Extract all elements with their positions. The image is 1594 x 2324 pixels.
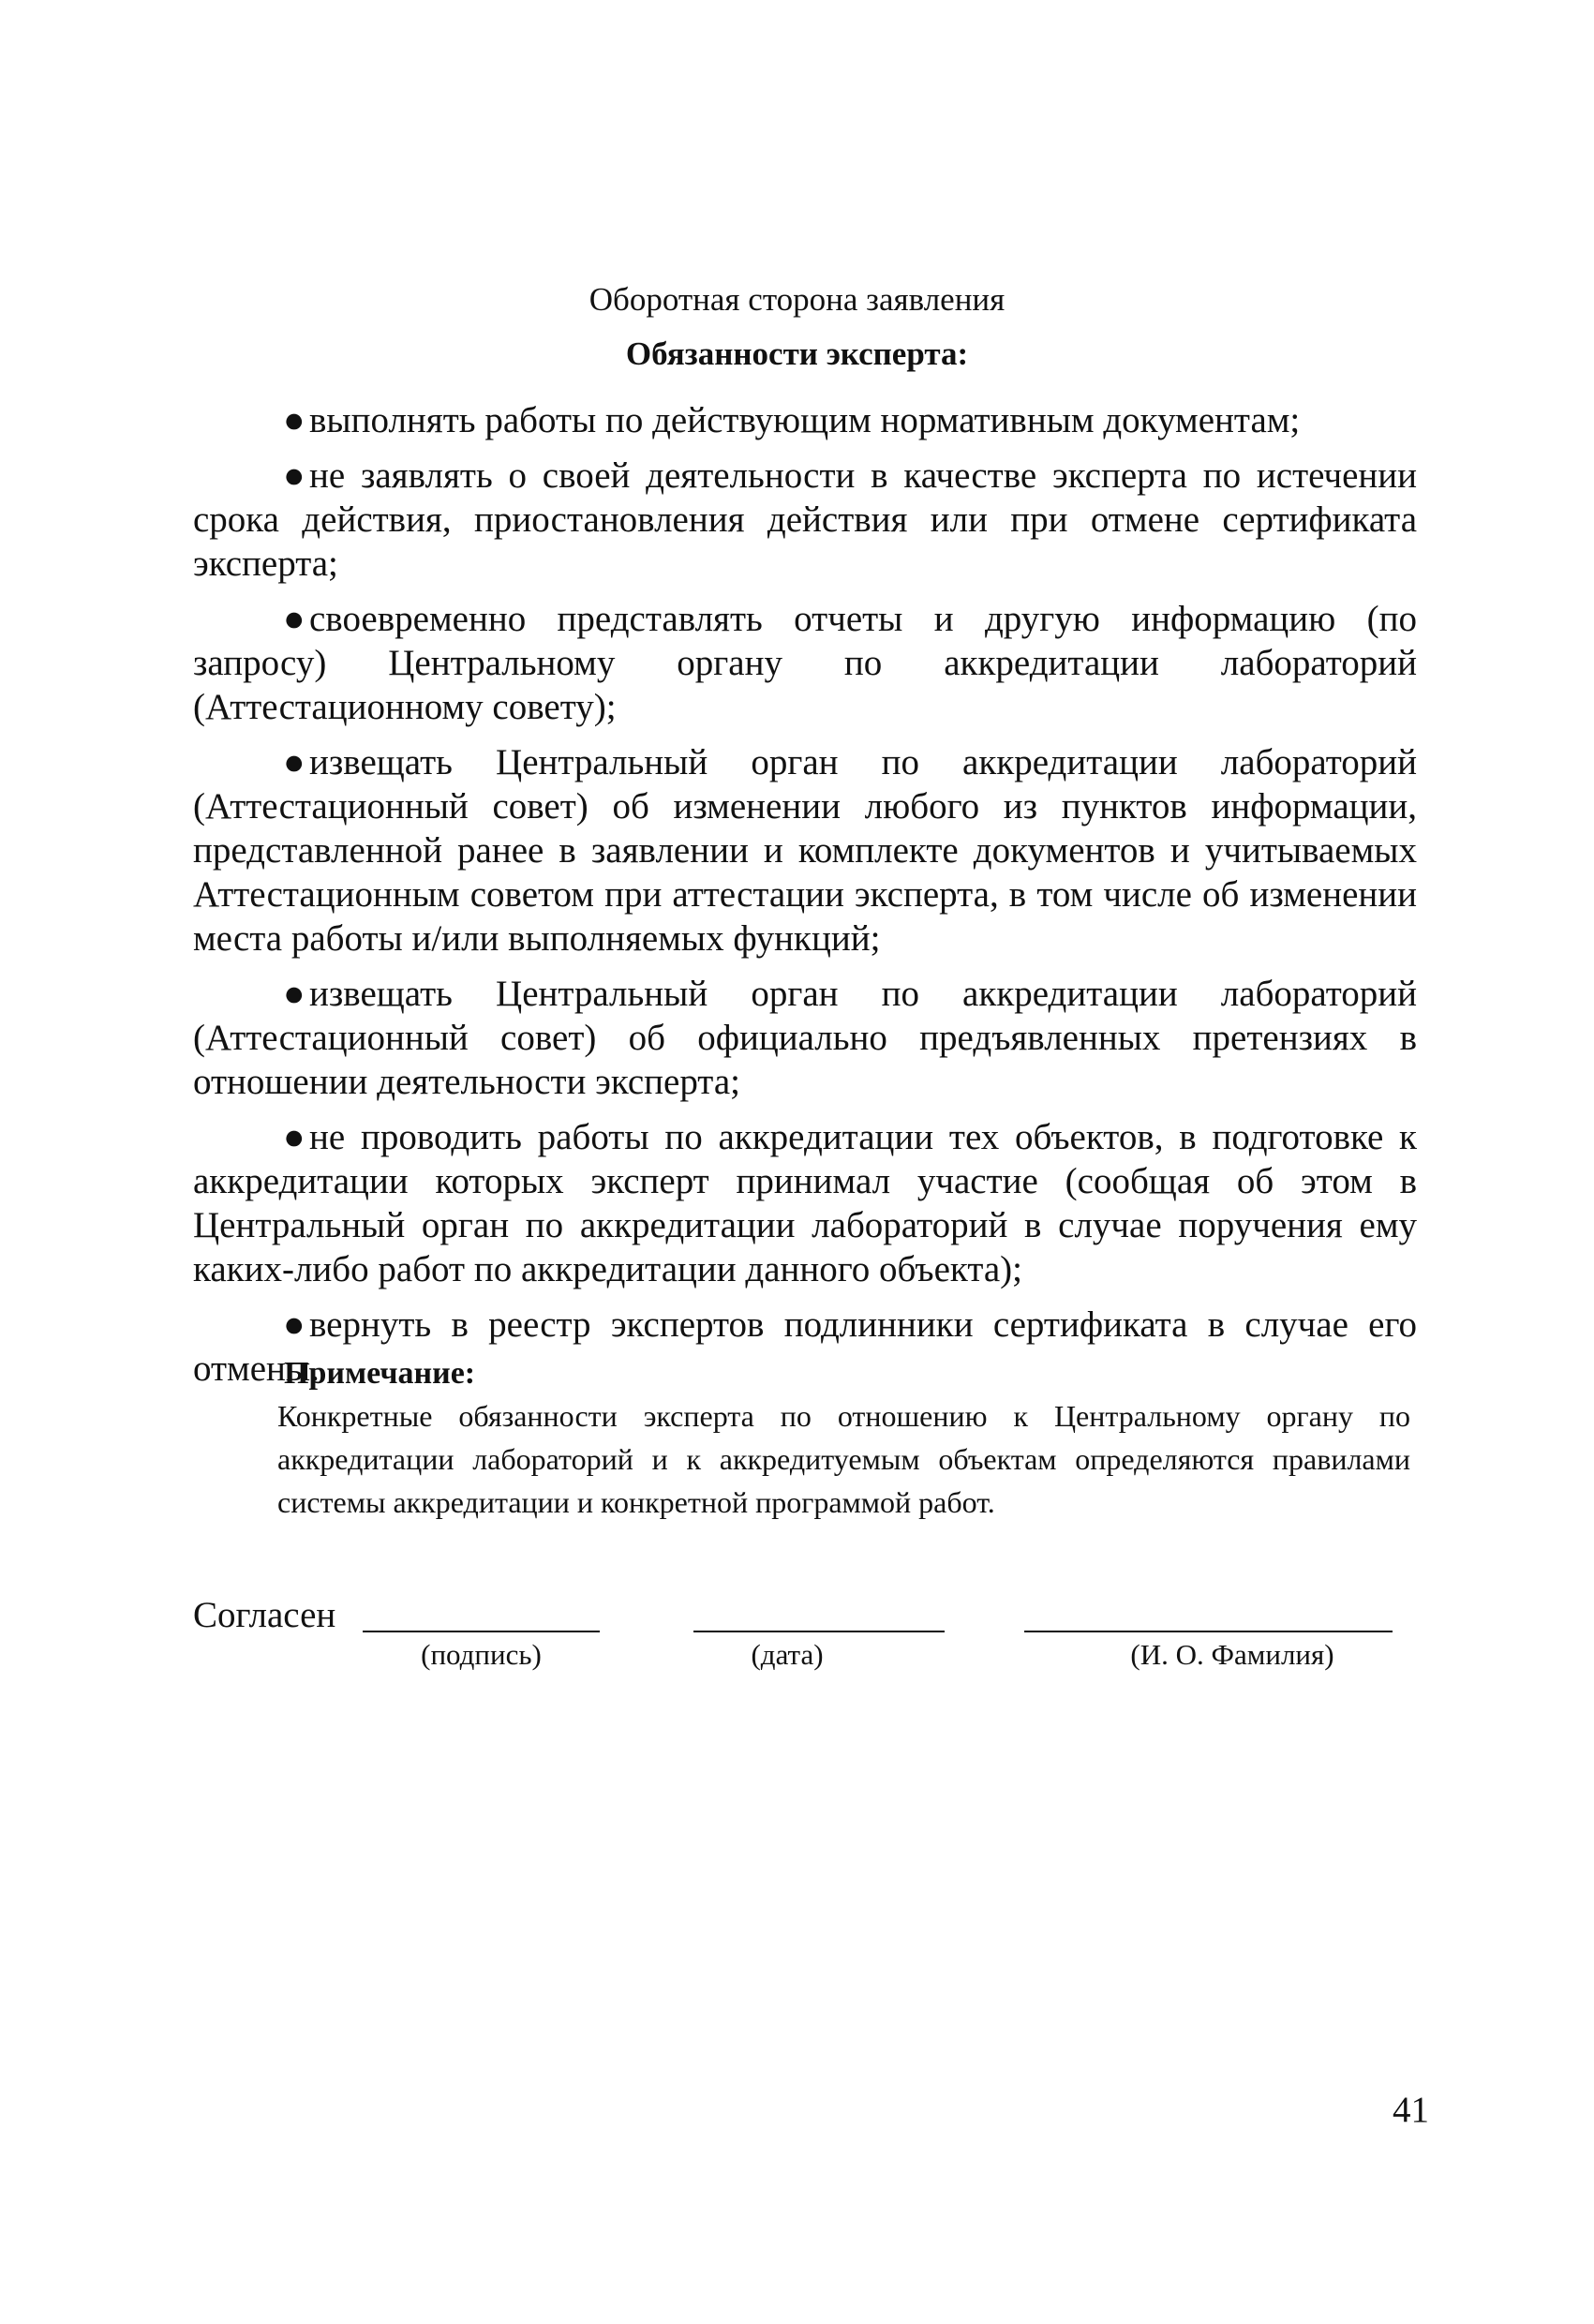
date-caption: (дата): [751, 1638, 824, 1671]
date-line[interactable]: [693, 1631, 945, 1632]
bullet-icon: ●: [283, 455, 305, 496]
bullet-icon: ●: [283, 1304, 305, 1345]
bullet-icon: ●: [283, 400, 305, 440]
duty-item: [193, 597, 1417, 729]
signature-line[interactable]: [363, 1631, 600, 1632]
duty-item: [193, 972, 1417, 1104]
duty-text: извещать Центральный орган по аккредитации лабораторий (Аттестационный совет) об официально предъявленных претензиях в отношении деятельности эксперта;: [193, 974, 1417, 1102]
duty-item: [193, 740, 1417, 961]
duty-text: извещать Центральный орган по аккредитации лабораторий (Аттестационный совет) об изменении любого из пунктов информации, представленной ранее в заявлении и комплекте документов и учитываемых Аттестационным советом при аттестации эксперта, в том числе об изменении места работы и/или выполняемых функций;: [193, 742, 1417, 959]
bullet-icon: ●: [283, 599, 305, 639]
duty-text: своевременно представлять отчеты и другую информацию (по запросу) Центральному органу по аккредитации лабораторий (Аттестационному совету);: [193, 599, 1417, 727]
document-title: Обязанности эксперта:: [625, 335, 969, 372]
name-caption: (И. О. Фамилия): [1130, 1638, 1334, 1671]
duty-text: не проводить работы по аккредитации тех объектов, в подготовке к аккредитации которых эксперт принимал участие (сообщая об этом в Центральный орган по аккредитации лабораторий в случае поручения ему каких-либо работ по аккредитации данного объекта);: [193, 1117, 1417, 1289]
duty-item: [193, 398, 1417, 442]
duty-item: [193, 1115, 1417, 1291]
document-subtitle: Оборотная сторона заявления: [588, 281, 1006, 318]
duty-item: [193, 454, 1417, 586]
note-heading: Примечание:: [284, 1356, 476, 1391]
bullet-icon: ●: [283, 1117, 305, 1157]
agree-label: Согласен: [193, 1595, 336, 1635]
duty-text: вернуть в реестр экспертов подлинники сертификата в случае его отмены.: [193, 1304, 1417, 1389]
name-line[interactable]: [1024, 1631, 1393, 1632]
note-body: [277, 1394, 1410, 1524]
duty-text: выполнять работы по действующим нормативным документам;: [309, 400, 1301, 440]
bullet-icon: ●: [283, 742, 305, 782]
page-number: 41: [1393, 2090, 1429, 2130]
duties-list: [193, 398, 1417, 1402]
duty-text: не заявлять о своей деятельности в качестве эксперта по истечении срока действия, приостановления действия или при отмене сертификата эксперта;: [193, 455, 1417, 584]
note-text: Конкретные обязанности эксперта по отношению к Центральному органу по аккредитации лабораторий и к аккредитуемым объектам определяются правилами системы аккредитации и конкретной программой работ.: [277, 1399, 1410, 1519]
signature-caption: (подпись): [421, 1638, 542, 1671]
note-section: [277, 1353, 1417, 1519]
bullet-icon: ●: [283, 974, 305, 1014]
